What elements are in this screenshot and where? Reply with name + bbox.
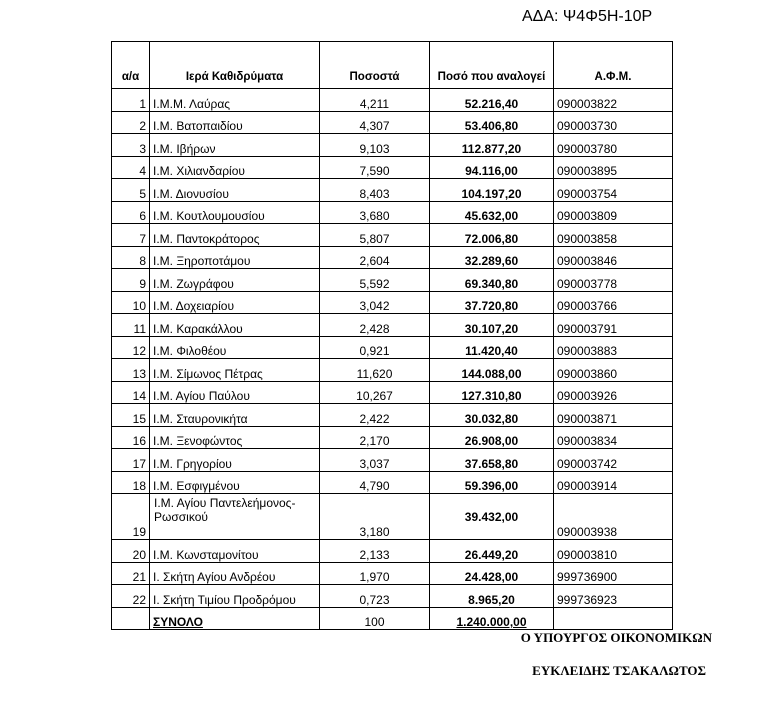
row-tax-id: 090003766 xyxy=(554,291,673,314)
row-number: 11 xyxy=(112,314,150,337)
row-institution: Ι.Μ. Καρακάλλου xyxy=(150,314,320,337)
row-tax-id: 090003742 xyxy=(554,449,673,472)
row-percentage: 4,307 xyxy=(320,111,430,134)
row-amount: 94.116,00 xyxy=(430,156,554,179)
allocation-table xyxy=(111,41,673,630)
table-row xyxy=(112,381,673,404)
row-amount: 127.310,80 xyxy=(430,381,554,404)
table-header-row xyxy=(112,42,673,89)
row-number: 4 xyxy=(112,156,150,179)
row-institution: Ι.Μ. Ζωγράφου xyxy=(150,269,320,292)
row-institution: Ι.Μ. Αγίου Παύλου xyxy=(150,381,320,404)
row-institution: Ι.Μ. Γρηγορίου xyxy=(150,449,320,472)
row-number: 6 xyxy=(112,201,150,224)
row-percentage: 2,428 xyxy=(320,314,430,337)
table-row xyxy=(112,404,673,427)
row-percentage: 1,970 xyxy=(320,562,430,585)
row-percentage: 3,042 xyxy=(320,291,430,314)
table-row xyxy=(112,449,673,472)
row-institution: Ι.Μ. Ιβήρων xyxy=(150,134,320,157)
table-row xyxy=(112,585,673,608)
row-amount: 11.420,40 xyxy=(430,336,554,359)
row-number: 2 xyxy=(112,111,150,134)
row-tax-id: 090003730 xyxy=(554,111,673,134)
total-blank xyxy=(112,607,150,630)
table-row xyxy=(112,314,673,337)
row-number: 17 xyxy=(112,449,150,472)
row-amount: 32.289,60 xyxy=(430,246,554,269)
row-percentage: 7,590 xyxy=(320,156,430,179)
table-row xyxy=(112,336,673,359)
row-amount: 144.088,00 xyxy=(430,359,554,382)
document-ada-code: ΑΔΑ: Ψ4Φ5Η-10Ρ xyxy=(522,8,653,25)
row-tax-id: 090003846 xyxy=(554,246,673,269)
row-tax-id: 999736923 xyxy=(554,585,673,608)
table-row xyxy=(112,426,673,449)
row-amount: 39.432,00 xyxy=(430,494,554,540)
row-amount: 104.197,20 xyxy=(430,179,554,202)
row-amount: 45.632,00 xyxy=(430,201,554,224)
row-tax-id: 090003914 xyxy=(554,471,673,494)
row-amount: 30.107,20 xyxy=(430,314,554,337)
row-institution: Ι.Μ. Ξενοφώντος xyxy=(150,426,320,449)
header-number: α/α xyxy=(112,42,150,89)
table-row xyxy=(112,224,673,247)
total-blank-afm xyxy=(554,607,673,630)
row-amount: 72.006,80 xyxy=(430,224,554,247)
total-amount: 1.240.000,00 xyxy=(430,607,554,630)
row-tax-id: 090003809 xyxy=(554,201,673,224)
row-institution: Ι.Μ.Μ. Λαύρας xyxy=(150,89,320,112)
row-number: 15 xyxy=(112,404,150,427)
table-row xyxy=(112,156,673,179)
row-number: 14 xyxy=(112,381,150,404)
row-institution: Ι.Μ. Δοχειαρίου xyxy=(150,291,320,314)
row-amount: 112.877,20 xyxy=(430,134,554,157)
row-percentage: 3,680 xyxy=(320,201,430,224)
row-institution: Ι.Μ. Χιλιανδαρίου xyxy=(150,156,320,179)
row-tax-id: 999736900 xyxy=(554,562,673,585)
row-institution: Ι.Μ. Βατοπαιδίου xyxy=(150,111,320,134)
row-institution: Ι.Μ. Σταυρονικήτα xyxy=(150,404,320,427)
table-row xyxy=(112,359,673,382)
row-number: 16 xyxy=(112,426,150,449)
row-percentage: 11,620 xyxy=(320,359,430,382)
row-number: 8 xyxy=(112,246,150,269)
row-institution: Ι.Μ. Αγίου Παντελεήμονος-Ρωσσικού xyxy=(150,494,320,540)
header-tax-id: Α.Φ.Μ. xyxy=(554,42,673,89)
row-amount: 30.032,80 xyxy=(430,404,554,427)
row-percentage: 10,267 xyxy=(320,381,430,404)
row-amount: 52.216,40 xyxy=(430,89,554,112)
row-tax-id: 090003860 xyxy=(554,359,673,382)
row-amount: 8.965,20 xyxy=(430,585,554,608)
header-institution: Ιερά Καθιδρύματα xyxy=(150,42,320,89)
row-tax-id: 090003926 xyxy=(554,381,673,404)
table-row xyxy=(112,111,673,134)
row-amount: 37.720,80 xyxy=(430,291,554,314)
row-tax-id: 090003822 xyxy=(554,89,673,112)
table-row xyxy=(112,562,673,585)
row-percentage: 5,592 xyxy=(320,269,430,292)
row-percentage: 0,723 xyxy=(320,585,430,608)
table-total-row xyxy=(112,607,673,630)
table-row xyxy=(112,291,673,314)
row-institution: Ι.Μ. Εσφιγμένου xyxy=(150,471,320,494)
table-row xyxy=(112,179,673,202)
row-number: 22 xyxy=(112,585,150,608)
row-percentage: 4,211 xyxy=(320,89,430,112)
row-amount: 69.340,80 xyxy=(430,269,554,292)
row-institution: Ι.Μ. Ξηροποτάμου xyxy=(150,246,320,269)
table-row xyxy=(112,269,673,292)
row-percentage: 5,807 xyxy=(320,224,430,247)
row-number: 10 xyxy=(112,291,150,314)
row-tax-id: 090003810 xyxy=(554,540,673,563)
row-institution: Ι. Σκήτη Αγίου Ανδρέου xyxy=(150,562,320,585)
row-percentage: 3,037 xyxy=(320,449,430,472)
row-tax-id: 090003858 xyxy=(554,224,673,247)
row-number: 19 xyxy=(112,494,150,540)
row-number: 12 xyxy=(112,336,150,359)
row-number: 21 xyxy=(112,562,150,585)
row-percentage: 3,180 xyxy=(320,494,430,540)
table-row xyxy=(112,246,673,269)
row-institution: Ι.Μ. Σίμωνος Πέτρας xyxy=(150,359,320,382)
row-percentage: 2,604 xyxy=(320,246,430,269)
row-tax-id: 090003791 xyxy=(554,314,673,337)
row-amount: 53.406,80 xyxy=(430,111,554,134)
row-institution: Ι.Μ. Κουτλουμουσίου xyxy=(150,201,320,224)
row-number: 5 xyxy=(112,179,150,202)
row-amount: 26.908,00 xyxy=(430,426,554,449)
row-tax-id: 090003938 xyxy=(554,494,673,540)
row-percentage: 8,403 xyxy=(320,179,430,202)
table-row xyxy=(112,89,673,112)
row-tax-id: 090003895 xyxy=(554,156,673,179)
row-tax-id: 090003778 xyxy=(554,269,673,292)
row-number: 18 xyxy=(112,471,150,494)
row-amount: 26.449,20 xyxy=(430,540,554,563)
header-percentage: Ποσοστά xyxy=(320,42,430,89)
table-row xyxy=(112,540,673,563)
row-tax-id: 090003834 xyxy=(554,426,673,449)
row-percentage: 2,170 xyxy=(320,426,430,449)
row-tax-id: 090003871 xyxy=(554,404,673,427)
row-tax-id: 090003883 xyxy=(554,336,673,359)
table-row xyxy=(112,134,673,157)
row-institution: Ι.Μ. Κωνσταμονίτου xyxy=(150,540,320,563)
row-number: 13 xyxy=(112,359,150,382)
row-tax-id: 090003754 xyxy=(554,179,673,202)
signature-name: ΕΥΚΛΕΙΔΗΣ ΤΣΑΚΑΛΩΤΟΣ xyxy=(532,663,706,678)
row-percentage: 9,103 xyxy=(320,134,430,157)
row-number: 20 xyxy=(112,540,150,563)
row-percentage: 0,921 xyxy=(320,336,430,359)
row-institution: Ι.Μ. Διονυσίου xyxy=(150,179,320,202)
header-amount: Ποσό που αναλογεί xyxy=(430,42,554,89)
row-institution: Ι.Μ. Παντοκράτορος xyxy=(150,224,320,247)
row-number: 7 xyxy=(112,224,150,247)
row-percentage: 2,422 xyxy=(320,404,430,427)
row-amount: 24.428,00 xyxy=(430,562,554,585)
row-number: 9 xyxy=(112,269,150,292)
row-tax-id: 090003780 xyxy=(554,134,673,157)
total-label: ΣΥΝΟΛΟ xyxy=(150,607,320,630)
row-amount: 59.396,00 xyxy=(430,471,554,494)
row-number: 3 xyxy=(112,134,150,157)
row-institution: Ι. Σκήτη Τιμίου Προδρόμου xyxy=(150,585,320,608)
row-percentage: 4,790 xyxy=(320,471,430,494)
row-percentage: 2,133 xyxy=(320,540,430,563)
signature-title: Ο ΥΠΟΥΡΓΟΣ ΟΙΚΟΝΟΜΙΚΩΝ xyxy=(520,630,712,645)
table-row xyxy=(112,494,673,540)
total-percentage: 100 xyxy=(320,607,430,630)
row-institution: Ι.Μ. Φιλοθέου xyxy=(150,336,320,359)
table-row xyxy=(112,471,673,494)
table-row xyxy=(112,201,673,224)
row-amount: 37.658,80 xyxy=(430,449,554,472)
row-number: 1 xyxy=(112,89,150,112)
